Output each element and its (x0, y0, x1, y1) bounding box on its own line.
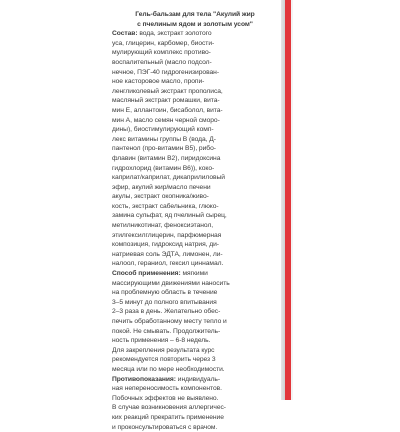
usage-line: 2–3 раза в день. Желательно обес- (112, 308, 221, 316)
contraindications-line: В случае возникновения аллергичес- (112, 404, 226, 412)
composition-line: ленгликолевый экстракт прополиса, (112, 87, 223, 95)
usage-line: ность применения – 6-8 недель. (112, 337, 211, 345)
composition-line: налоол, гераниол, гексил циннамал. (112, 260, 224, 268)
usage-line: массирующими движениями наносить (112, 279, 230, 287)
package-edge-highlight (291, 0, 293, 400)
composition-text: вода, экстракт золотого (137, 30, 212, 38)
product-label-text (112, 10, 278, 432)
composition-line: эфир, акулий жир/масло печени (112, 183, 211, 191)
contraindications-line: и проконсультироваться с врачом. (112, 423, 218, 431)
usage-text: мягкими (180, 270, 208, 278)
contraindications-line: Побочных эффектов не выявлено. (112, 394, 219, 402)
composition-line: воспалительный (масло подсол- (112, 58, 212, 66)
contra-first-line (112, 375, 278, 385)
composition-line: каприлат/каприлат, дикаприлиловый (112, 174, 225, 182)
composition-first-line (112, 29, 278, 39)
composition-line: этилгексилглицерин, парфюмерная (112, 231, 222, 239)
composition-line: дины), биостимулирующий комп- (112, 126, 214, 134)
composition-line: акулы, экстракт окопника/живо- (112, 193, 209, 201)
usage-line: 3–5 минут до полного впитывания (112, 298, 217, 306)
usage-line: печить обработанному месту тепло и (112, 318, 227, 325)
usage-heading: Способ применения: (112, 270, 181, 278)
composition-line: натриевая соль ЭДТА, лимонен, ли- (112, 250, 223, 258)
composition-line: флавин (витамин В2), пиридоксина (112, 154, 221, 162)
composition-body (112, 39, 278, 269)
composition-line: пантенол (про-витамин В5), рибо- (112, 145, 216, 153)
usage-first-line (112, 269, 278, 279)
contraindications-line: ких реакций прекратить применение (112, 413, 224, 421)
contraindications-heading: Противопоказания: (112, 375, 176, 383)
composition-line: кость, экстракт сабельника, глюко- (112, 202, 219, 210)
composition-line: лекс витамины группы В (вода, Д- (112, 135, 216, 143)
usage-line: покой. Не смывать. Продолжитель- (112, 327, 221, 335)
product-title-line: Гель-бальзам для тела "Акулий жир (135, 11, 255, 18)
product-title-line: с пчелиным ядом и золотым усом" (137, 20, 253, 28)
usage-line: месяца или по мере необходимости. (112, 365, 225, 373)
composition-line: мулирующий комплекс противо- (112, 49, 211, 57)
composition-line: уса, глицерин, карбомер, биости- (112, 39, 215, 47)
composition-line: метилникотинат, феноксиэтанол, (112, 222, 214, 230)
contraindications-body (112, 384, 278, 432)
composition-line: масляный экстракт ромашки, вита- (112, 97, 220, 105)
composition-heading: Состав: (112, 30, 138, 38)
composition-line: композиция, гидроксид натрия, ди- (112, 241, 219, 249)
contraindications-text: индивидуаль- (175, 375, 221, 383)
usage-line: рекомендуется повторить через 3 (112, 356, 216, 364)
usage-line: Для закрепления результата курс (112, 346, 215, 354)
composition-line: мин Е, аллантоин, бисаболол, вита- (112, 106, 223, 114)
composition-line: замина сульфат, яд пчелиный сырец, (112, 212, 227, 220)
usage-line: на проблемную область в течение (112, 289, 218, 297)
composition-line: нечное, ПЭГ-40 гидрогенизирован- (112, 68, 219, 76)
contraindications-line: ная непереносимость компонентов. (112, 385, 222, 393)
composition-line: ное касторовое масло, пропи- (112, 78, 205, 86)
usage-body (112, 279, 278, 375)
composition-line: гидрохлорид (витамин В6)), коко- (112, 164, 215, 172)
composition-line: мин А, масло семян черной сморо- (112, 116, 220, 124)
